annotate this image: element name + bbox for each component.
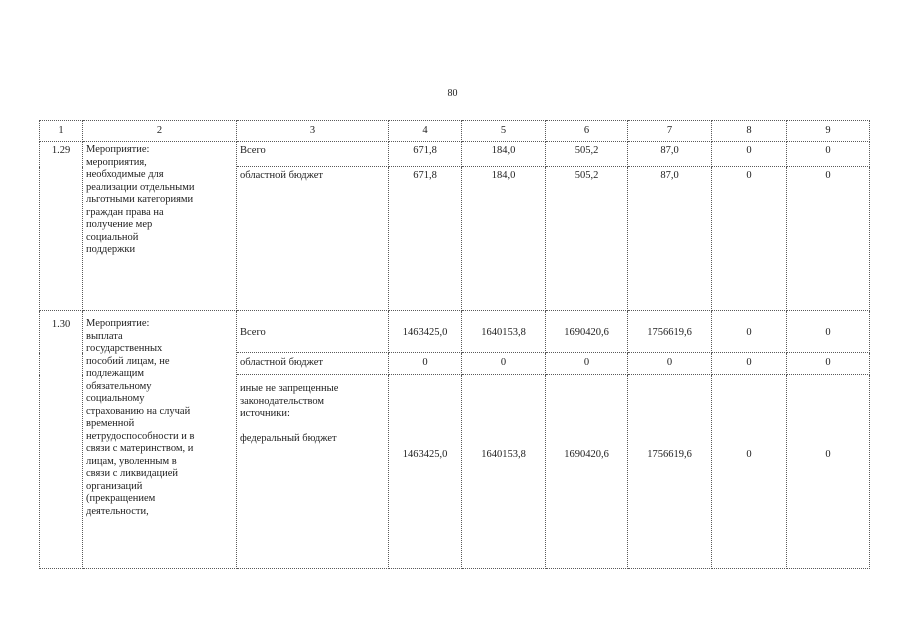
name-line: Мероприятие: — [86, 318, 150, 329]
value-cell: 0 — [712, 167, 787, 311]
value-cell: 0 — [787, 375, 870, 569]
value-cell: 1756619,6 — [628, 311, 712, 353]
value-cell: 0 — [787, 311, 870, 353]
value-cell: 0 — [787, 142, 870, 167]
value-cell: 671,8 — [389, 142, 462, 167]
source-note-line: источники: — [240, 408, 290, 419]
value-cell: 87,0 — [628, 167, 712, 311]
source-note-line: законодательством — [240, 395, 325, 407]
header-cell: 2 — [83, 121, 237, 142]
name-line: (прекращением — [86, 493, 156, 504]
value-cell: 505,2 — [546, 167, 628, 311]
name-line: получение мер — [86, 219, 153, 230]
measure-name — [83, 311, 237, 569]
value-cell: 505,2 — [546, 142, 628, 167]
value-cell: 671,8 — [389, 167, 462, 311]
value-cell: 1690420,6 — [546, 311, 628, 353]
funding-source: областной бюджет — [237, 167, 389, 311]
name-line: социальному — [86, 393, 145, 404]
header-cell: 7 — [628, 121, 712, 142]
value-cell: 1756619,6 — [628, 375, 712, 569]
name-line: организаций — [86, 480, 143, 492]
value-cell: 1690420,6 — [546, 375, 628, 569]
value-cell: 0 — [712, 311, 787, 353]
value-cell: 0 — [462, 353, 546, 375]
value-cell: 0 — [628, 353, 712, 375]
name-line: льготными категориями — [86, 194, 194, 205]
name-line: пособий лицам, не — [86, 355, 170, 367]
value-cell: 0 — [787, 353, 870, 375]
name-line: нетрудоспособности и в — [86, 430, 195, 442]
header-cell: 8 — [712, 121, 787, 142]
budget-table — [39, 120, 870, 569]
header-cell: 3 — [237, 121, 389, 142]
name-line: Мероприятие: — [86, 144, 150, 155]
name-line: выплата — [86, 330, 123, 342]
header-cell: 5 — [462, 121, 546, 142]
value-cell: 184,0 — [462, 167, 546, 311]
name-line: деятельности, — [86, 505, 149, 517]
value-cell: 1463425,0 — [389, 375, 462, 569]
row-number: 1.29 — [40, 142, 83, 311]
header-cell: 1 — [40, 121, 83, 142]
row-number: 1.30 — [40, 311, 83, 569]
name-line: необходимые для — [86, 169, 164, 180]
value-cell: 87,0 — [628, 142, 712, 167]
header-cell: 6 — [546, 121, 628, 142]
name-line: связи с материнством, и — [86, 443, 194, 454]
value-cell: 184,0 — [462, 142, 546, 167]
funding-source: Всего — [237, 142, 389, 167]
table-row — [40, 311, 870, 353]
source-label: федеральный бюджет — [240, 432, 337, 444]
name-line: лицам, уволенным в — [86, 455, 177, 467]
name-line: мероприятия, — [86, 156, 147, 168]
funding-source — [237, 375, 389, 569]
value-cell: 1640153,8 — [462, 311, 546, 353]
funding-source: областной бюджет — [237, 353, 389, 375]
name-line: социальной — [86, 231, 139, 243]
name-line: связи с ликвидацией — [86, 468, 179, 479]
name-line: государственных — [86, 343, 163, 354]
name-line: временной — [86, 418, 135, 429]
value-cell: 0 — [389, 353, 462, 375]
value-cell: 0 — [546, 353, 628, 375]
name-line: подлежащим — [86, 368, 145, 379]
value-cell: 0 — [712, 353, 787, 375]
header-cell: 9 — [787, 121, 870, 142]
name-line: обязательному — [86, 380, 152, 392]
value-cell: 0 — [712, 375, 787, 569]
name-line: страхованию на случай — [86, 405, 191, 417]
name-line: поддержки — [86, 244, 136, 255]
page-number: 80 — [447, 88, 458, 99]
name-line: реализации отдельными — [86, 181, 195, 193]
value-cell: 1640153,8 — [462, 375, 546, 569]
header-row — [40, 121, 870, 142]
name-line: граждан права на — [86, 206, 164, 218]
source-note-line: иные не запрещенные — [240, 383, 339, 394]
header-cell: 4 — [389, 121, 462, 142]
value-cell: 0 — [712, 142, 787, 167]
value-cell: 1463425,0 — [389, 311, 462, 353]
table-row — [40, 142, 870, 167]
funding-source: Всего — [237, 311, 389, 353]
spacer — [240, 421, 386, 433]
measure-name — [83, 142, 237, 311]
value-cell: 0 — [787, 167, 870, 311]
